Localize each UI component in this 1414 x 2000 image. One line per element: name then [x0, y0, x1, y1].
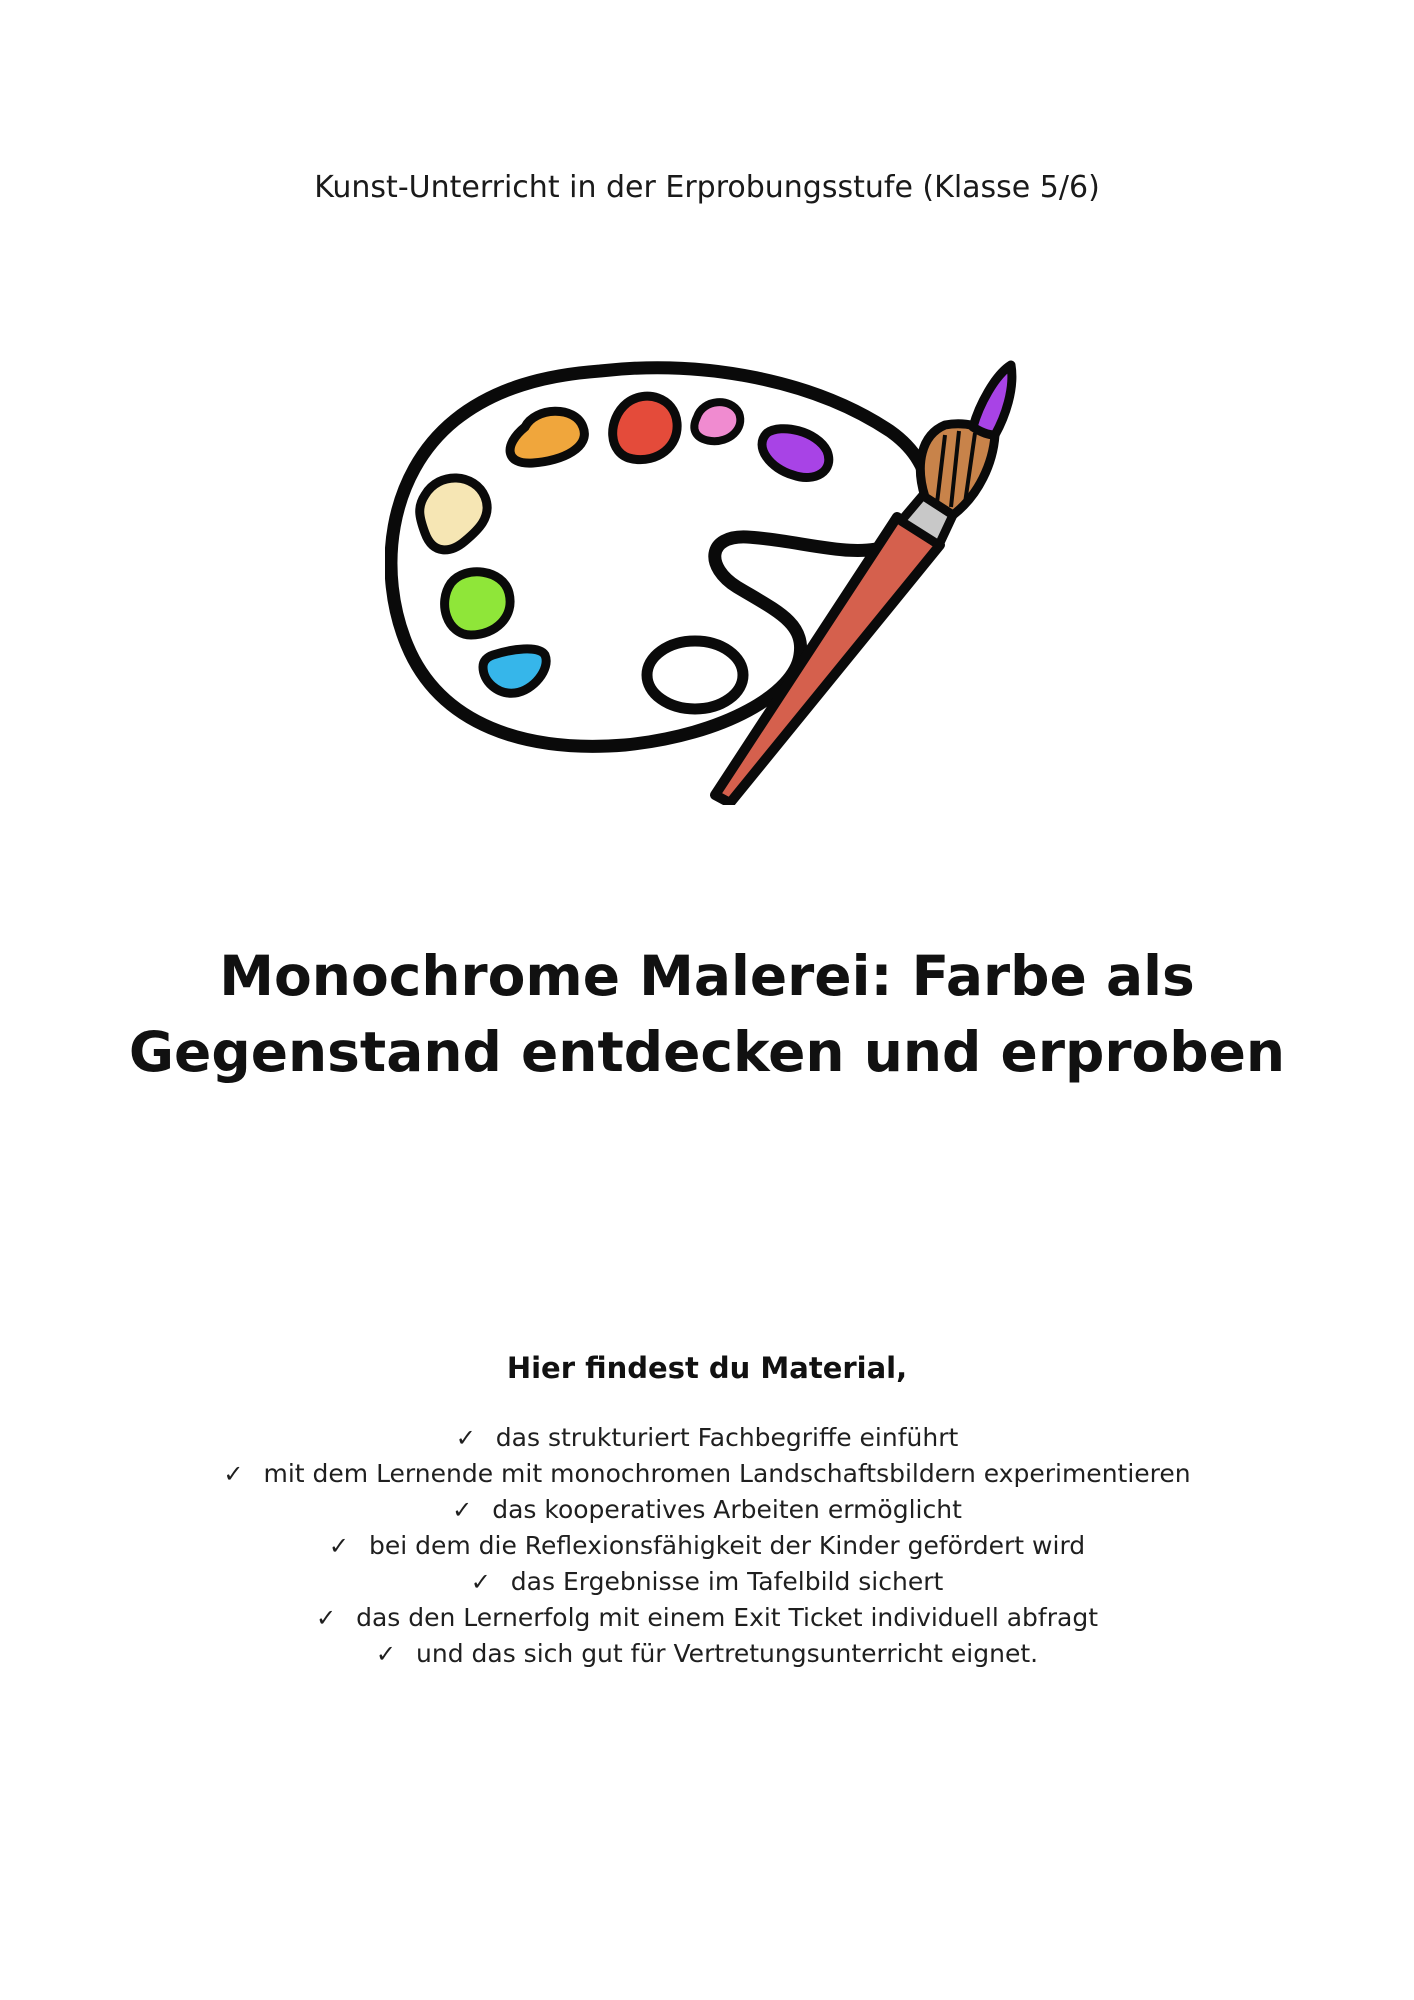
document-title-line-2: Gegenstand entdecken und erproben — [128, 1020, 1286, 1084]
list-item — [0, 1564, 1414, 1600]
list-item-text: das den Lernerfolg mit einem Exit Ticket individuell abfragt — [356, 1603, 1099, 1632]
document-title — [0, 938, 1414, 1090]
checkmark-icon: ✓ — [375, 1640, 397, 1668]
checkmark-icon: ✓ — [328, 1532, 349, 1560]
list-item — [0, 1528, 1414, 1564]
list-item-text: das kooperatives Arbeiten ermöglicht — [492, 1495, 962, 1524]
list-item — [0, 1600, 1414, 1636]
list-item — [0, 1420, 1414, 1456]
list-item — [0, 1492, 1414, 1528]
list-item-text: das Ergebnisse im Tafelbild sichert — [510, 1567, 944, 1596]
material-intro-heading: Hier findest du Material, — [506, 1351, 908, 1385]
material-feature-list — [0, 1420, 1414, 1672]
checkmark-icon: ✓ — [452, 1496, 473, 1524]
palette-thumb-hole — [647, 641, 743, 709]
list-item — [0, 1456, 1414, 1492]
list-item-text: und das sich gut für Vertretungsunterricht eignet. — [416, 1639, 1039, 1668]
list-item-text: das strukturiert Fachbegriffe einführt — [495, 1423, 959, 1452]
paint-blob-pink — [694, 402, 740, 441]
brush-tip — [973, 365, 1012, 435]
paint-blob-red — [613, 396, 677, 459]
list-item — [0, 1636, 1414, 1672]
checkmark-icon: ✓ — [455, 1424, 476, 1452]
list-item-text: mit dem Lernende mit monochromen Landschaftsbildern experimentieren — [263, 1459, 1191, 1488]
paint-blob-blue — [483, 649, 546, 693]
document-subtitle: Kunst-Unterricht in der Erprobungsstufe (Klasse 5/6) — [314, 170, 1100, 205]
checkmark-icon: ✓ — [315, 1604, 337, 1632]
list-item-text: bei dem die Reflexionsfähigkeit der Kinder gefördert wird — [368, 1531, 1086, 1560]
checkmark-icon: ✓ — [223, 1460, 244, 1488]
paint-palette-with-brush-icon — [385, 355, 1105, 805]
paint-blob-green — [445, 572, 510, 635]
document-title-line-1: Monochrome Malerei: Farbe als — [219, 944, 1195, 1008]
checkmark-icon: ✓ — [470, 1568, 491, 1596]
